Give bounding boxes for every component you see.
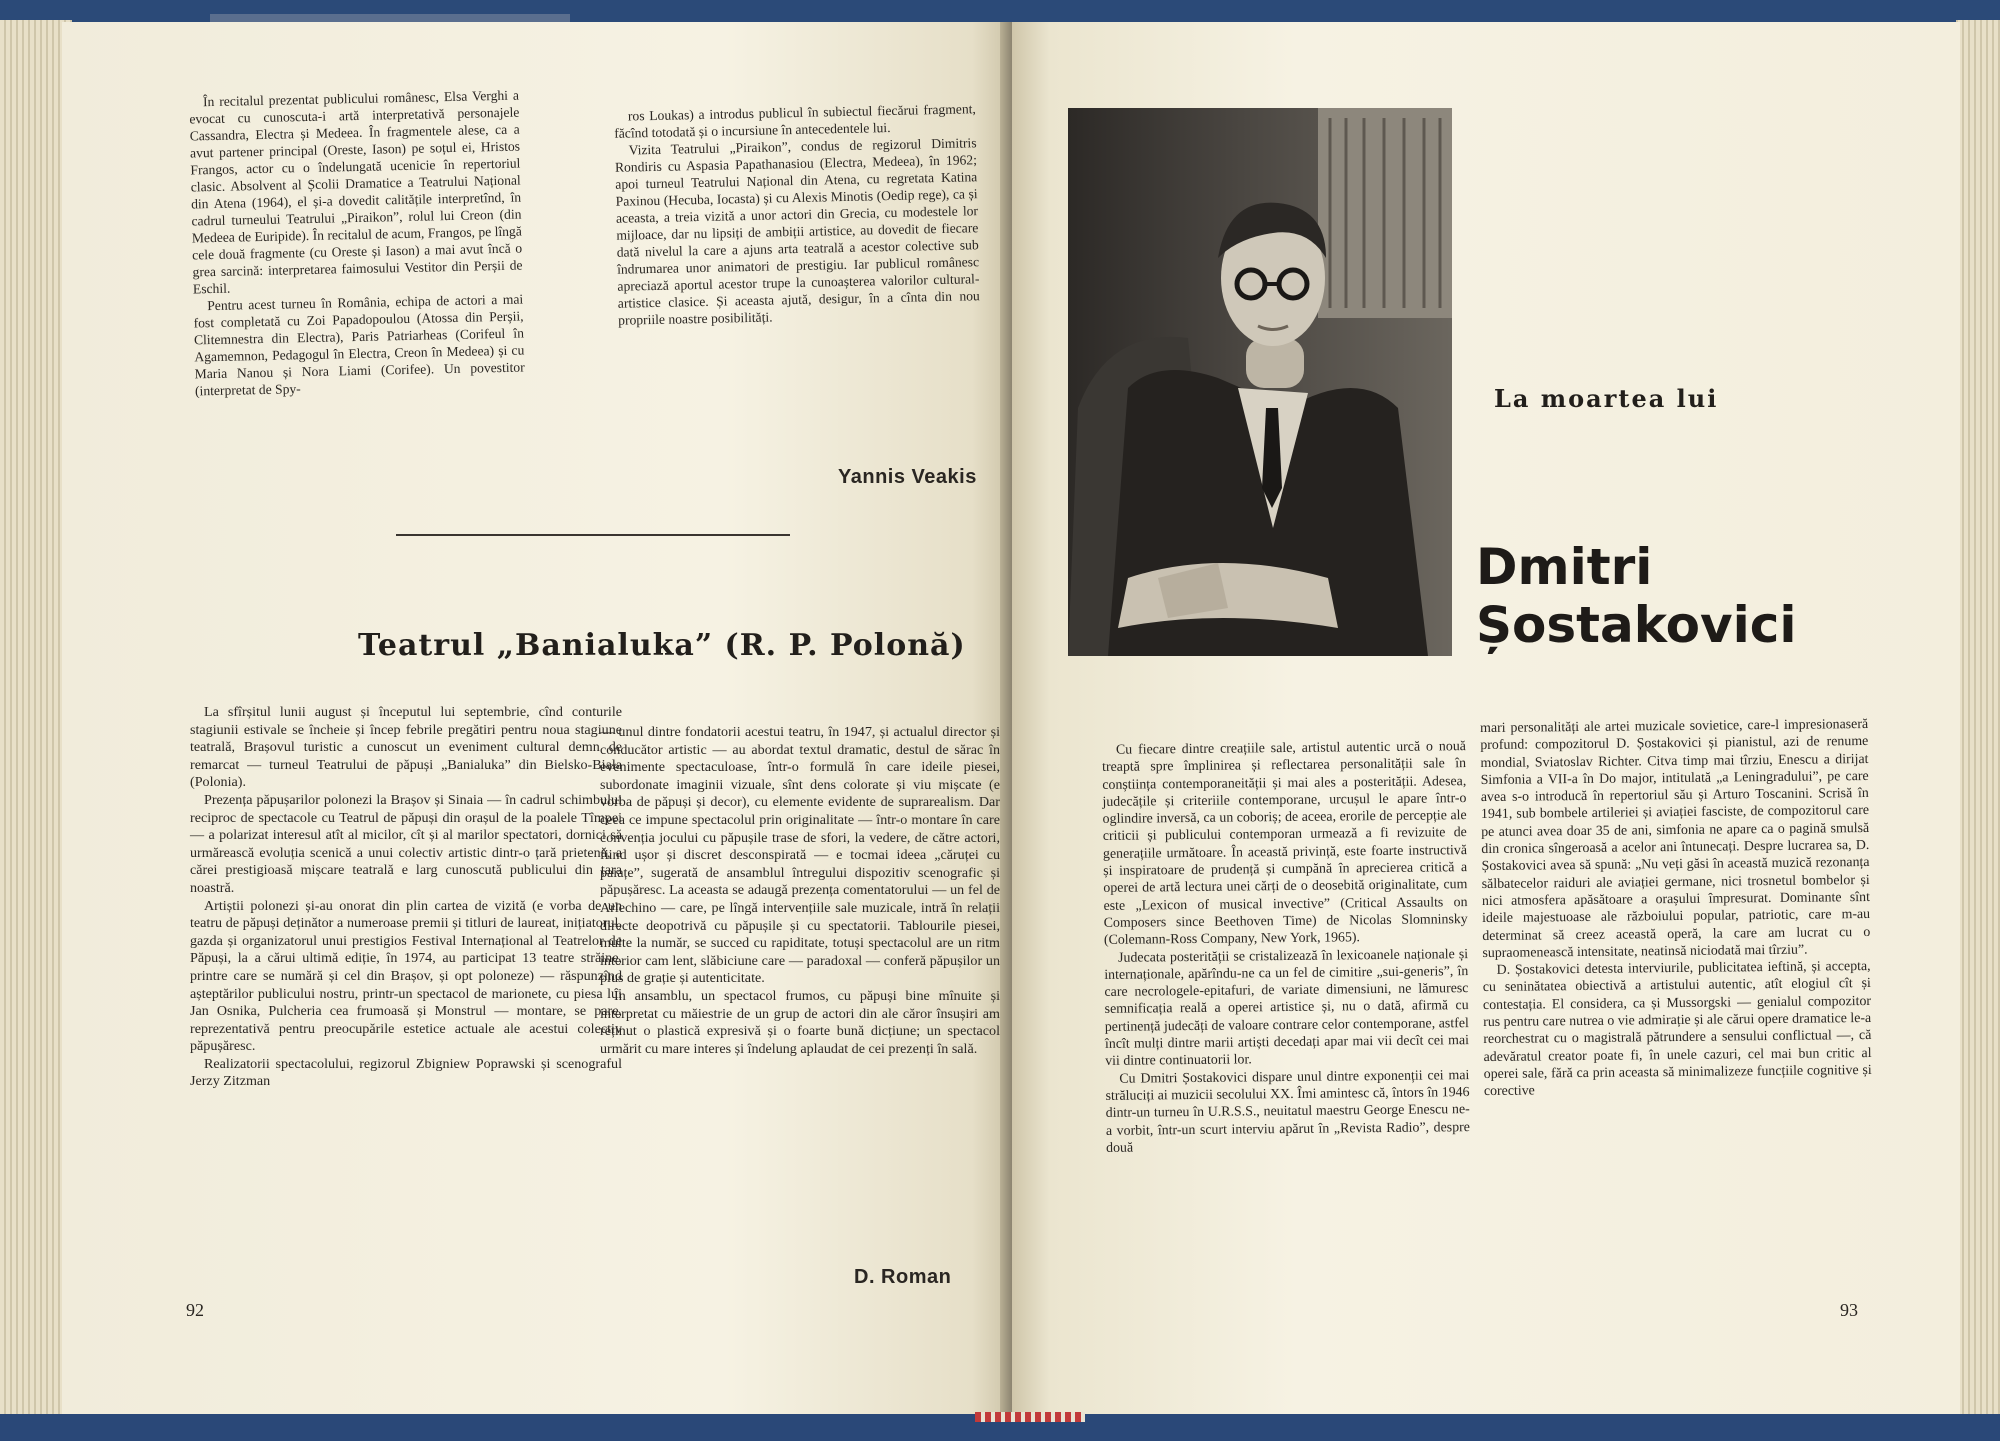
signature-d-roman: D. Roman — [854, 1266, 952, 1288]
article2-column-2 — [600, 724, 1000, 1058]
paragraph: — unul dintre fondatorii acestui teatru, în 1947, și actualul director și conducător artistic — au abordat textul dramatic, destul de sărac în evenimente spectaculoase, într-o formulă în care ideile piesei, subordonate imaginii vizuale, sînt dens colorate și viu mișcate (e vorba de păpuși și decor), cu elemente evidente de suprarealism. Dar ceea ce impune spectacolul prin originalitate — într-o montare în care convenția jocului cu păpușile trase de sfori, la vedere, de către actori, fiind ușor și discret desconspirată — e tocmai ideea „căruței cu paiațe”, sugerată de ansamblul întregului dispozitiv scenografic și păpușăresc. La aceasta se adaugă prezența comentatorului — un fel de Arlechino — care, pe lîngă intervențiile sale muzicale, intră în relații directe deopotrivă cu păpușile și cu spectatorii. Tablourile piesei, multe la număr, se succed cu rapiditate, totuși spectacolul are un ritm interior cam lent, slăbiciune care — paradoxal — conferă păpușilor un plus de grație și autenticitate. — [600, 724, 1000, 987]
paragraph: Judecata posterității se cristalizează în lexicoanele naționale și internaționale, apărîndu-ne ca un fel de cimitire „sui-generis”, în care necrologele-epitafuri, de variate dimensiuni, ne lămuresc semnificația reală a operei artistice și, nu o dată, afirmă cu pertinență judecăți de valoare contrare celor contemporane, astfel încît mulți dintre marii artiști decedați apar mai vii decît cei mai vii dintre continuatorii lor. — [1104, 946, 1470, 1070]
obituary-column-1 — [1102, 738, 1470, 1157]
paragraph: D. Șostakovici detesta interviurile, publicitatea ieftină, și accepta, cu seninătatea obiectivă a artistului autentic, atît elogiul cît și contestația. El considera, ca și Mussorgski — genialul compozitor rus pentru care nutrea o vie admirație și ale cărui opere dramatice le-a reorchestrat cu o magistrală pătrundere a sensului conflictual —, că adevăratul creator poate fi, în unele cazuri, cel mai bun critic al operei sale, fără ca prin aceasta să minimalizeze funcțiile cognitive și corective — [1482, 959, 1872, 1100]
paragraph: Realizatorii spectacolului, regizorul Zbigniew Poprawski și scenograful Jerzy Zitzman — [190, 1055, 622, 1090]
paragraph: ros Loukas) a introdus publicul în subiectul fiecărui fragment, făcînd totodată și o incursiune în antecedentele lui. — [614, 101, 976, 141]
obituary-column-2 — [1480, 716, 1872, 1101]
left-page — [62, 22, 1010, 1414]
page-stack-right — [1956, 20, 2000, 1430]
signature-yannis-veakis: Yannis Veakis — [838, 466, 977, 488]
bookmark-thread — [975, 1412, 1085, 1422]
paragraph: În recitalul prezentat publicului românesc, Elsa Verghi a evocat cu cunoscuta-i artă interpretativă personajele Cassandra, Electra și Medeea. În fragmentele alese, ca a avut partener principal (Oreste, Iason) pe soțul ei, Hristos Frangos, actor cu o îndelungată ucenicie în repertoriul clasic. Absolvent al Școlii Dramatice a Teatrului Național din Atena (1964), el și-a dovedit calitățile interpretînd, în cadrul turneului Teatrului „Piraikon”, rolul lui Creon (din Medeea de Euripide). În recitalul de acum, Frangos, pe lîngă cele două fragmente (cu Oreste și Iason) a mai avut încă o grea sarcină: interpretarea faimosului Vestitor din Perșii de Eschil. — [189, 87, 523, 297]
composer-first-name: Dmitri — [1476, 538, 1653, 596]
portrait-photo — [1068, 108, 1452, 656]
paragraph: Prezența păpușarilor polonezi la Brașov și Sinaia — în cadrul schimbului reciproc de spectacole cu Teatrul de păpuși din orașul de la poalele Tîmpei — a polarizat interesul atît al micilor, cît și al marilor spectatori, dornici să urmărească evoluția scenică a unui colectiv artistic dintr-o țară prietenă, a cărei prestigioasă mișcare teatrală e larg cunoscută publicului din țara noastră. — [190, 791, 622, 896]
article1-column-2 — [614, 100, 981, 329]
paragraph: La sfîrșitul lunii august și începutul lui septembrie, cînd conturile stagiunii estivale se încheie și încep febrile pregătiri pentru noua stagiune teatrală, Brașovul turistic a cunoscut un eveniment cultural demn de remarcat — turneul Teatrului de păpuși „Banialuka” din Bielsko-Biała (Polonia). — [190, 704, 622, 791]
paragraph: Pentru acest turneu în România, echipa de actori a mai fost completată cu Zoi Papadopoulou (Atossa din Perșii, Clitemnestra din Electra), Paris Patriarheas (Corifeul în Agamemnon, Pedagogul în Electra, Creon în Medeea) și cu Maria Nanou și Nora Liami (Corifee). Un povestitor (interpretat de Spy- — [193, 291, 525, 399]
obituary-kicker: La moartea lui — [1494, 384, 1719, 413]
paragraph: Artiștii polonezi și-au onorat din plin cartea de vizită (e vorba de un teatru de păpuși deținător a numeroase premii și titluri de laureat, inițiatorul, gazda și organizatorul unui prestigios Festival Internațional al Teatrelor de Păpuși, la a cărui ultimă ediție, în 1974, au participat 13 teatre străine, printre care se numără și cel din Brașov, și opt poloneze) — răspunzînd așteptărilor publicului nostru, printr-un spectacol de marionete, cu piesa lui Jan Osnika, Pulcheria cea frumoasă și Monstrul — montare, se pare, reprezentativă pentru preocupările estetice actuale ale acestui colectiv păpușăresc. — [190, 897, 622, 1055]
page-number-left: 92 — [186, 1300, 204, 1320]
page-number-right: 93 — [1840, 1300, 1858, 1320]
portrait-illustration — [1068, 108, 1452, 656]
paragraph: Vizita Teatrului „Piraikon”, condus de regizorul Dimitris Rondiris cu Aspasia Papathanasiou (Electra, Medeea), în 1962; apoi turneul Teatrului Național din Atena, cu regretata Katina Paxinou (Hecuba, Iocasta) și cu Alexis Minotis (Oedip rege), ca și aceasta, a treia vizită a unor actori din Grecia, cu modestele lor mijloace, dar nu lipsiți de ambiții artistice, au dovedit de fiecare dată nivelul la care a ajuns arta teatrală a acestor colective sub îndrumarea unor animatori de prestigiu. Iar publicul românesc apreciază aportul acestor trupe la cunoașterea valorilor cultural-artistice clasice. Și aceasta ajută, desigur, în a cînta din nou propriile noastre posibilități. — [614, 135, 980, 328]
right-page — [1012, 22, 1960, 1414]
composer-name — [1476, 538, 1797, 654]
section-divider — [396, 534, 790, 536]
article2-column-1 — [190, 704, 622, 1091]
paragraph: Cu Dmitri Șostakovici dispare unul dintre exponenții cei mai străluciți ai muzicii secolului XX. Îmi amintesc că, întors în 1946 dintr-un turneu în U.R.S.S., neuitatul maestru George Enescu ne-a vorbit, într-un scurt interviu apărut în „Revista Radio”, despre două — [1105, 1067, 1470, 1156]
paragraph: În ansamblu, un spectacol frumos, cu păpuși bine mînuite și interpretat cu măiestrie de un grup de actori din ale căror însușiri am reținut o plastică expresivă și o foarte bună dicțiune; un spectacol urmărit cu mare interes și îndelung aplaudat de cei prezenți în sală. — [600, 987, 1000, 1057]
paragraph: mari personalități ale artei muzicale sovietice, care-l impresionaseră profund: compozitorul D. Șostakovici și pianistul, azi de renume mondial, Sviatoslav Richter. Citva timp mai tîrziu, Enescu a dirijat Simfonia a VII-a în Do major, intitulată „a Leningradului”, pe care avea s-o introducă în repertoriul său și Arturo Toscanini. Scrisă în 1941, sub bombele artileriei și aviației fasciste, de compozitorul care pe atunci avea doar 35 de ani, simfonia ne apare ca o pagină smulsă din cronica sîngeroasă a acelor ani întunecați. Despre lucrarea sa, D. Șostakovici avea să spună: „Nu veți găsi în această muzică rezonanța sălbatecelor raiduri ale aviației germane, nici trosnetul bombelor și nici atmosfera apăsătoare a orașului împresurat. Dominante sînt ideile majestuoase ale războiului popular, patriotic, care m-au determinat să creez această operă, la care am lucrat cu o supraomenească intensitate, neatinsă niciodată mai tîrziu”. — [1480, 716, 1871, 961]
article1-column-1 — [189, 87, 525, 400]
composer-last-name: Șostakovici — [1476, 596, 1797, 654]
paragraph: Cu fiecare dintre creațiile sale, artistul autentic urcă o nouă treaptă spre împlinirea și reflectarea personalității sale în conștiința contemporaneității și mai ales a posterității. Adesea, judecățile și criteriile contemporane, urcușul le apare într-o oglindire inversă, ca un coboriș; de aceea, erorile de percepție ale criticii și publicului contemporan urmează a fi revizuite de generațiile următoare. În această privință, este foarte instructivă și inspiratoare de prudență și cumpănă în aprecierea critică a operei de artă lectura unei cărți de o deosebită originalitate, cum este „Lexicon of musical invective” (Critical Assaults on Composers since Beethoven Time) de Nicolas Slomninsky (Colemann-Ross Company, New York, 1965). — [1102, 739, 1468, 949]
article-title-banialuka: Teatrul „Banialuka” (R. P. Polonă) — [358, 628, 966, 663]
